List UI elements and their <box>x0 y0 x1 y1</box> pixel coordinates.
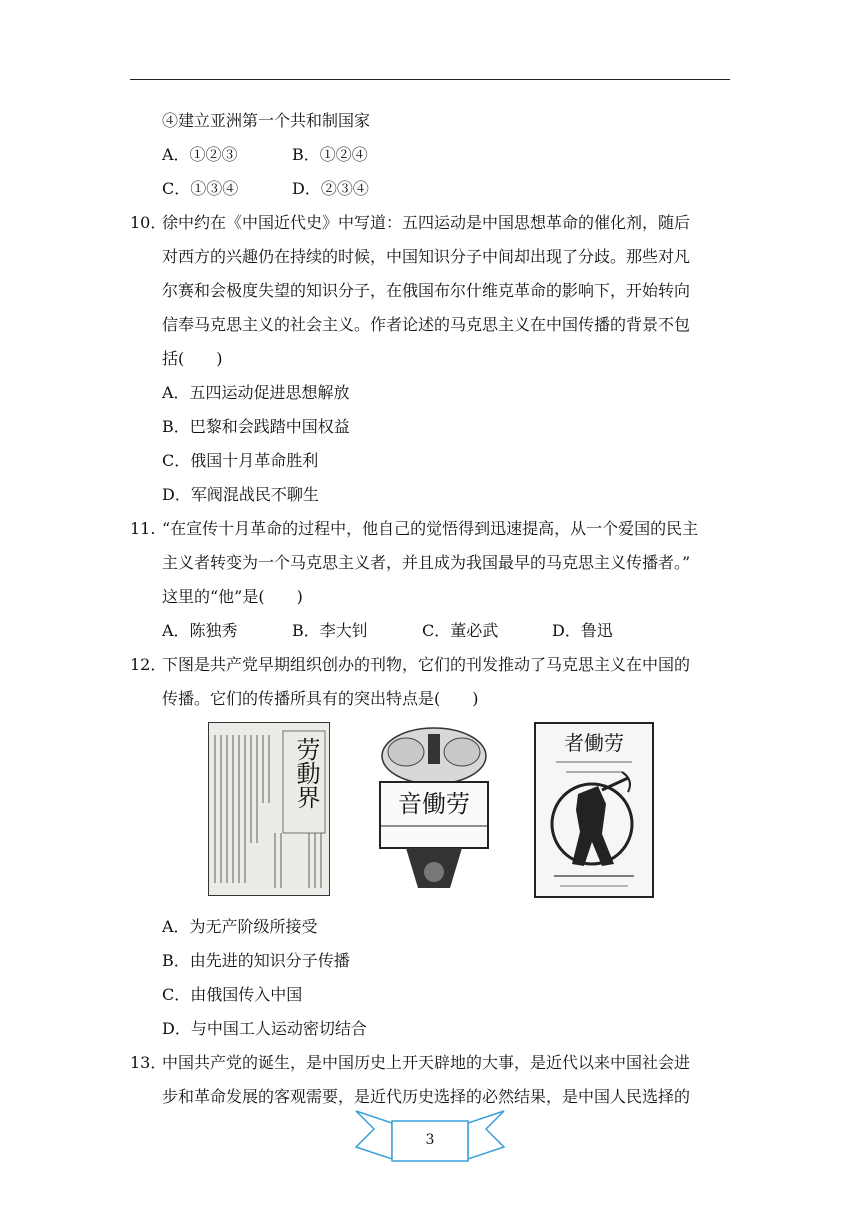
journal-title-2: 劳働音 <box>398 790 470 818</box>
question-13 <box>130 1046 735 1114</box>
q11-options-row <box>130 614 735 648</box>
journal-title-3: 劳働者 <box>564 731 624 755</box>
q10-option-b: B．巴黎和会践踏中国权益 <box>162 417 350 436</box>
q10-option-a: A．五四运动促进思想解放 <box>162 383 350 402</box>
q10-text-line: 括( ) <box>162 349 223 368</box>
page-number: 3 <box>425 1132 435 1148</box>
q9-option-a: A．①②③ <box>162 145 238 164</box>
q9-options-row1 <box>130 138 735 172</box>
journal-cover-image-2 <box>376 722 492 894</box>
q11-text-line: “在宣传十月革命的过程中，他自己的觉悟得到迅速提高，从一个爱国的民主 <box>162 519 699 538</box>
journal-title-1: 劳動界 <box>292 737 320 809</box>
header-rule <box>130 79 730 80</box>
page-content <box>130 104 735 1114</box>
question-10 <box>130 206 735 512</box>
q12-text-line: 下图是共产党早期组织创办的刊物，它们的刊发推动了马克思主义在中国的 <box>162 655 691 674</box>
q11-option-d: D．鲁迅 <box>552 621 613 640</box>
q10-text-line: 徐中约在《中国近代史》中写道：五四运动是中国思想革命的催化剂，随后 <box>162 213 691 232</box>
q12-number: 12． <box>130 655 167 674</box>
q12-option-d: D．与中国工人运动密切结合 <box>162 1019 367 1038</box>
q13-text-line: 步和革命发展的客观需要，是近代历史选择的必然结果，是中国人民选择的 <box>162 1087 691 1106</box>
q13-number: 13． <box>130 1053 167 1072</box>
q10-option-d: D．军阀混战民不聊生 <box>162 485 319 504</box>
q12-figures <box>130 722 735 902</box>
q10-text-line: 信奉马克思主义的社会主义。作者论述的马克思主义在中国传播的背景不包 <box>162 315 691 334</box>
q10-number: 10． <box>130 213 167 232</box>
journal-cover-image-1 <box>208 722 330 896</box>
q11-number: 11. <box>130 519 156 538</box>
q12-option-a: A．为无产阶级所接受 <box>162 917 318 936</box>
q9-item4: ④建立亚洲第一个共和制国家 <box>162 111 371 130</box>
q11-option-b: B．李大钊 <box>292 621 368 640</box>
q9-option-c: C．①③④ <box>162 179 239 198</box>
q10-text-line: 对西方的兴趣仍在持续的时候，中国知识分子中间却出现了分歧。那些对凡 <box>162 247 691 266</box>
q11-option-c: C．董必武 <box>422 621 499 640</box>
question-12 <box>130 648 735 1046</box>
q10-option-c: C．俄国十月革命胜利 <box>162 451 319 470</box>
q12-text-line: 传播。它们的传播所具有的突出特点是( ) <box>162 689 479 708</box>
q11-option-a: A．陈独秀 <box>162 621 238 640</box>
q9-option-b: B．①②④ <box>292 145 368 164</box>
q11-text-line: 这里的“他”是( ) <box>162 587 303 606</box>
q12-option-c: C．由俄国传入中国 <box>162 985 303 1004</box>
q9-option-d: D．②③④ <box>292 179 369 198</box>
q9-options-row2 <box>130 172 735 206</box>
question-11 <box>130 512 735 648</box>
journal-cover-image-3 <box>534 722 654 898</box>
q10-text-line: 尔赛和会极度失望的知识分子，在俄国布尔什维克革命的影响下，开始转向 <box>162 281 691 300</box>
q12-option-b: B．由先进的知识分子传播 <box>162 951 350 970</box>
q13-text-line: 中国共产党的诞生，是中国历史上开天辟地的大事，是近代以来中国社会进 <box>162 1053 691 1072</box>
q11-text-line: 主义者转变为一个马克思主义者，并且成为我国最早的马克思主义传播者。” <box>162 553 691 572</box>
